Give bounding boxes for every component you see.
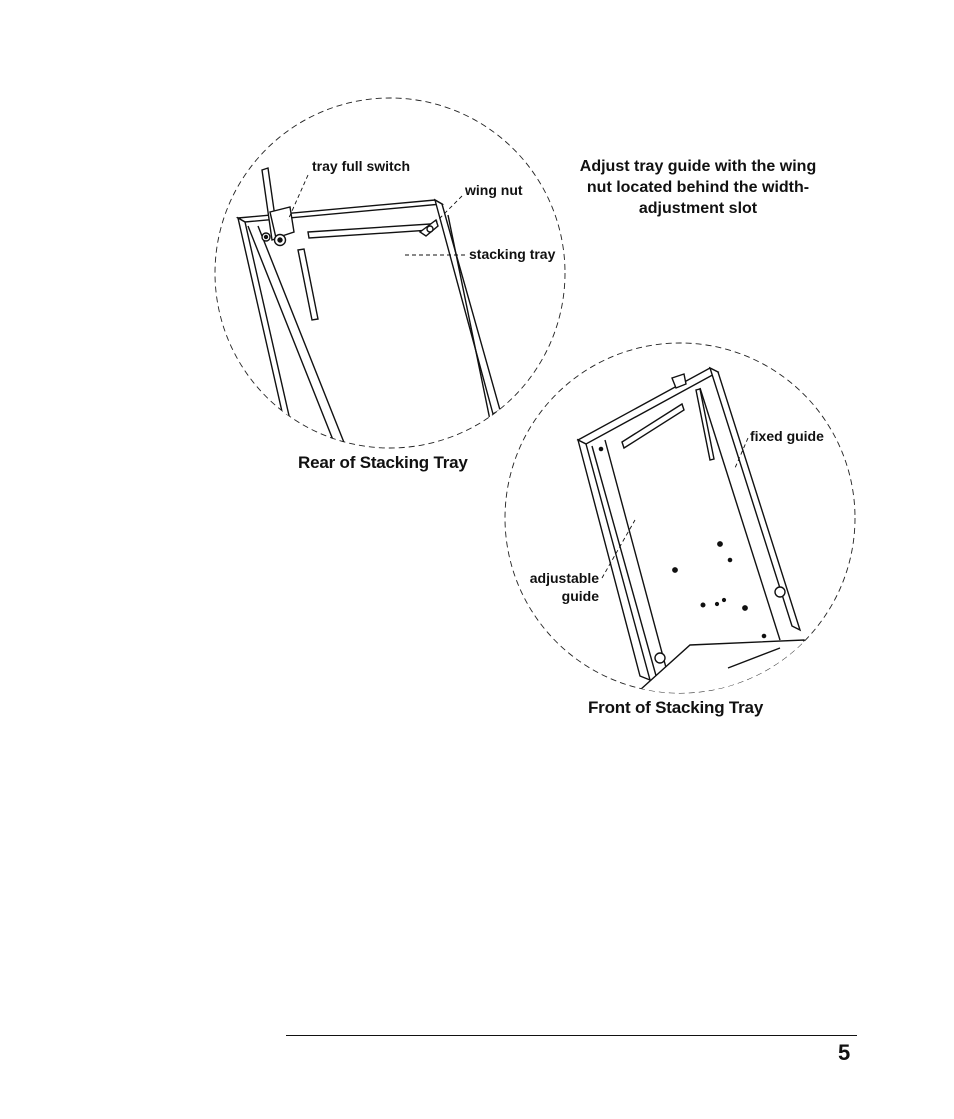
footer-rule [286, 1035, 857, 1036]
rear-detail-circle [215, 98, 565, 448]
instruction-line-2: nut located behind the width- [586, 178, 810, 196]
rear-caption: Rear of Stacking Tray [298, 453, 468, 472]
rear-tray-drawing [238, 168, 500, 445]
instruction-text [560, 157, 836, 219]
front-tray-drawing [578, 368, 810, 700]
instruction-line-3: adjustment slot [638, 199, 758, 217]
adjustable-guide-label-line-1: adjustable [529, 570, 599, 586]
adjustable-guide-label-line-2: guide [561, 587, 599, 604]
instruction-line-1: Adjust tray guide with the wing [579, 158, 817, 175]
fixed-guide-label: fixed guide [750, 428, 824, 444]
page-number: 5 [838, 1040, 851, 1065]
stacking-tray-label: stacking tray [469, 246, 556, 262]
adjustable-guide-label [526, 570, 599, 605]
front-caption: Front of Stacking Tray [588, 698, 764, 717]
wing-nut-label: wing nut [465, 182, 523, 198]
tray-full-switch-label: tray full switch [312, 158, 411, 174]
